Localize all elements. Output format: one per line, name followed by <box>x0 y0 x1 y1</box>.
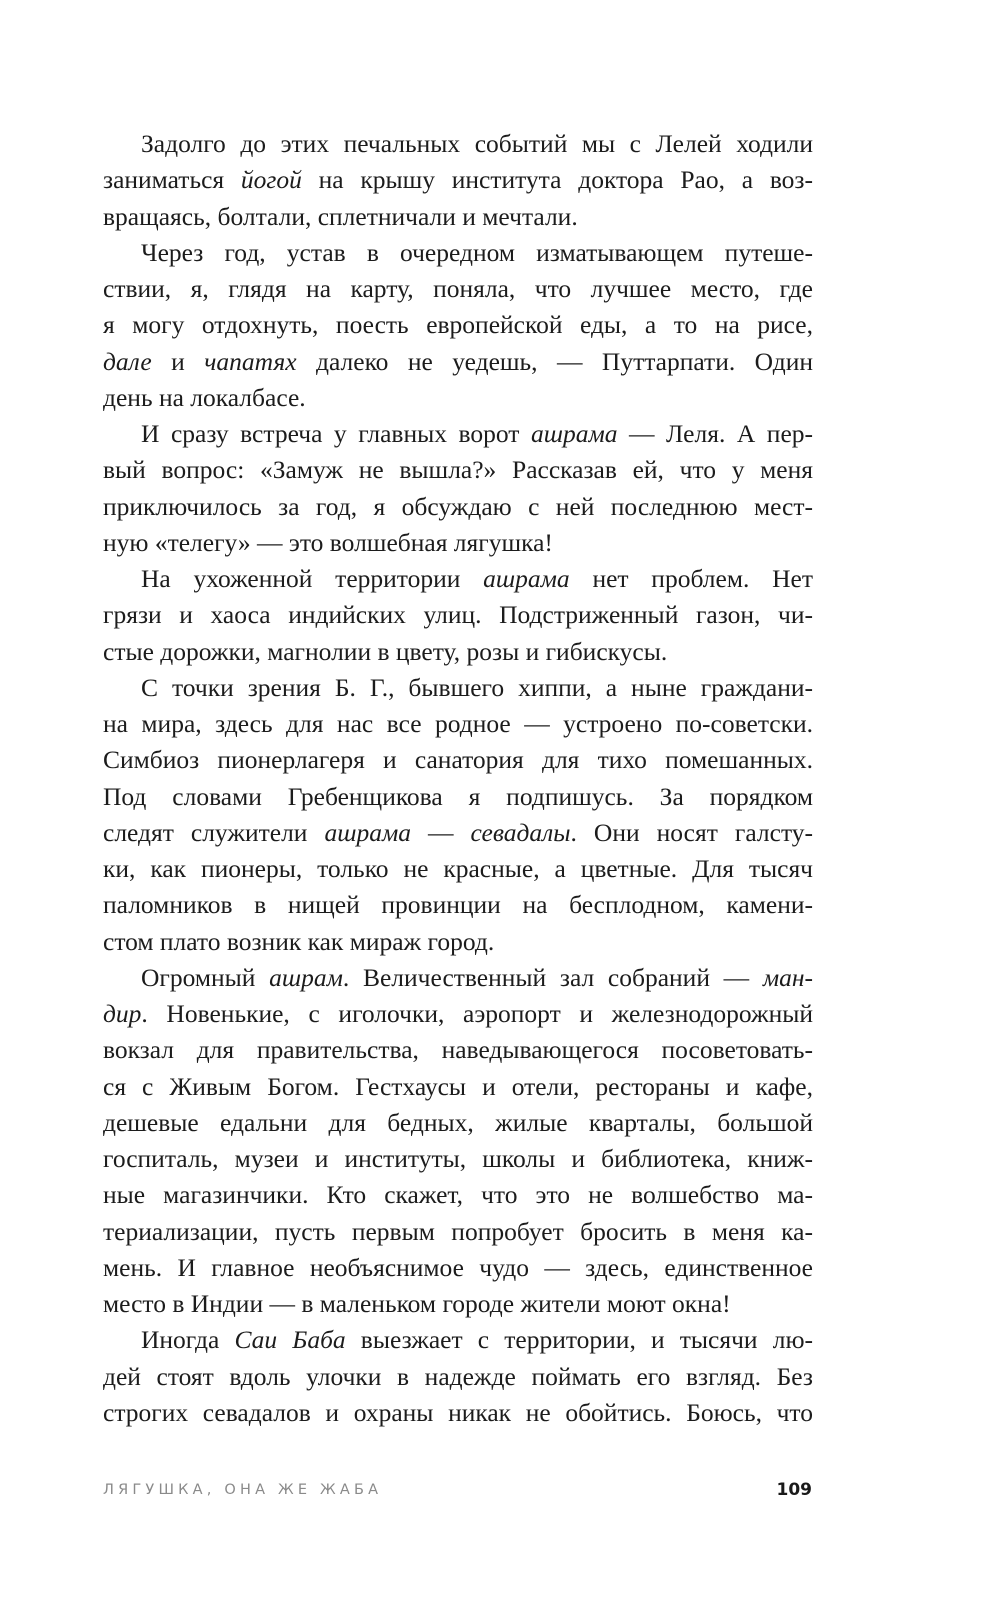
text-line <box>103 1032 813 1068</box>
italic-term: ашрама <box>324 817 411 847</box>
text-fragment: Задолго до этих печальных событий мы с Лелей ходили <box>141 129 813 158</box>
italic-term: Саи Баба <box>234 1325 346 1355</box>
text-fragment: ки, как пионеры, только не красные, а цветные. Для тысяч <box>103 854 813 883</box>
text-line <box>103 525 813 561</box>
text-line <box>103 887 813 923</box>
text-line <box>103 126 813 162</box>
text-line <box>103 271 813 307</box>
text-line <box>103 1105 813 1141</box>
text-line <box>103 1214 813 1250</box>
text-fragment: Под словами Гребенщикова я подпишусь. За порядком <box>103 781 813 811</box>
text-fragment: стом плато возник как мираж город. <box>103 926 495 956</box>
text-fragment: Через год, устав в очередном изматывающем путеше- <box>141 237 813 267</box>
text-line <box>103 851 813 887</box>
text-line <box>103 489 813 525</box>
running-title: ЛЯГУШКА, ОНА ЖЕ ЖАБА <box>103 1482 383 1498</box>
text-fragment: Огромный <box>141 962 270 992</box>
text-line <box>103 199 813 235</box>
italic-term: ашрама <box>483 564 570 593</box>
text-fragment: ся с Живым Богом. Гестхаусы и отели, рестораны и кафе, <box>103 1071 813 1101</box>
text-line <box>103 452 813 488</box>
text-line <box>103 307 813 343</box>
text-line <box>103 561 813 597</box>
text-fragment: следят служители <box>103 817 325 847</box>
text-fragment: На ухоженной территории <box>141 564 484 593</box>
text-fragment: и <box>151 346 205 376</box>
text-fragment: дей стоят вдоль улочки в надежде поймать его взгляд. Без <box>103 1361 813 1391</box>
italic-term: дале <box>103 346 152 376</box>
text-fragment: — Леля. А пер- <box>617 419 814 448</box>
text-fragment: нет проблем. Нет <box>569 564 813 593</box>
text-line <box>103 1395 813 1431</box>
text-fragment: стые дорожки, магнолии в цвету, розы и гибискусы. <box>103 636 668 666</box>
text-line <box>103 162 813 198</box>
text-line <box>103 996 813 1032</box>
italic-term: дир <box>103 999 142 1028</box>
text-fragment: на мира, здесь для нас все родное — устроено по-советски. <box>103 709 813 738</box>
text-line <box>103 742 813 778</box>
text-line <box>103 344 813 380</box>
text-line <box>103 924 813 960</box>
text-fragment: место в Индии — в маленьком городе жители моют окна! <box>103 1289 731 1318</box>
text-fragment: паломников в нищей провинции на бесплодном, камени- <box>103 890 813 920</box>
text-fragment: приключилось за год, я обсуждаю с ней последнюю мест- <box>103 491 813 521</box>
italic-term: ашрам <box>269 962 343 992</box>
text-fragment: вый вопрос: «Замуж не вышла?» Рассказав ей, что у меня <box>103 455 813 485</box>
text-fragment: Симбиоз пионерлагеря и санатория для тихо помешанных. <box>103 745 813 775</box>
text-fragment: далеко не уедешь, — Путтарпати. Один <box>296 346 813 376</box>
text-line <box>103 670 813 706</box>
text-line <box>103 1286 813 1322</box>
text-line <box>103 960 813 996</box>
text-line <box>103 597 813 633</box>
text-fragment: вращаясь, болтали, сплетничали и мечтали. <box>103 201 578 231</box>
text-line <box>103 634 813 670</box>
text-fragment: выезжает с территории, и тысячи лю- <box>345 1325 813 1355</box>
text-fragment: С точки зрения Б. Г., бывшего хиппи, а ныне граждани- <box>141 672 813 702</box>
text-fragment: ную «телегу» — это волшебная лягушка! <box>103 527 553 557</box>
italic-term: ман- <box>762 962 814 992</box>
text-fragment: на крышу института доктора Рао, а воз- <box>301 165 814 195</box>
text-line <box>103 1322 813 1358</box>
body-text <box>103 126 813 1431</box>
text-fragment: . Величественный зал собраний — <box>342 962 763 992</box>
text-fragment: териализации, пусть первым попробует бросить в меня ка- <box>103 1216 813 1246</box>
text-fragment: Иногда <box>141 1325 235 1355</box>
text-line <box>103 1177 813 1213</box>
text-fragment: строгих севадалов и охраны никак не обойтись. Боюсь, что <box>103 1397 813 1427</box>
text-line <box>103 380 813 416</box>
text-fragment: я могу отдохнуть, поесть европейской еды, а то на рисе, <box>103 310 813 340</box>
text-line <box>103 1069 813 1105</box>
text-fragment: мень. И главное необъяснимое чудо — здесь, единственное <box>103 1252 813 1282</box>
text-line <box>103 416 813 452</box>
text-line <box>103 706 813 742</box>
text-fragment: — <box>411 817 471 847</box>
text-fragment: . Новенькие, с иголочки, аэропорт и железнодорожный <box>141 999 813 1028</box>
text-line <box>103 815 813 851</box>
text-line <box>103 1250 813 1286</box>
text-fragment: ствии, я, глядя на карту, поняла, что лучшее место, где <box>103 274 813 303</box>
text-line <box>103 1359 813 1395</box>
italic-term: ашрама <box>530 419 618 448</box>
italic-term: чапатях <box>204 346 297 376</box>
italic-term: севадалы <box>470 817 571 847</box>
text-fragment: вокзал для правительства, наведывающегося посоветовать- <box>103 1035 813 1065</box>
text-line <box>103 779 813 815</box>
text-fragment: грязи и хаоса индийских улиц. Подстриженный газон, чи- <box>103 600 813 630</box>
text-fragment: день на локалбасе. <box>103 382 306 412</box>
text-line <box>103 235 813 271</box>
text-fragment: дешевые едальни для бедных, жилые кварталы, большой <box>103 1107 813 1137</box>
text-line <box>103 1141 813 1177</box>
text-fragment: ные магазинчики. Кто скажет, что это не волшебство ма- <box>103 1180 813 1210</box>
text-fragment: . Они носят галсту- <box>570 817 813 847</box>
text-fragment: госпиталь, музеи и институты, школы и библиотека, книж- <box>103 1144 813 1173</box>
text-fragment: И сразу встреча у главных ворот <box>141 419 531 448</box>
page-number: 109 <box>776 1480 812 1500</box>
text-fragment: заниматься <box>103 165 241 195</box>
italic-term: йогой <box>240 165 302 195</box>
